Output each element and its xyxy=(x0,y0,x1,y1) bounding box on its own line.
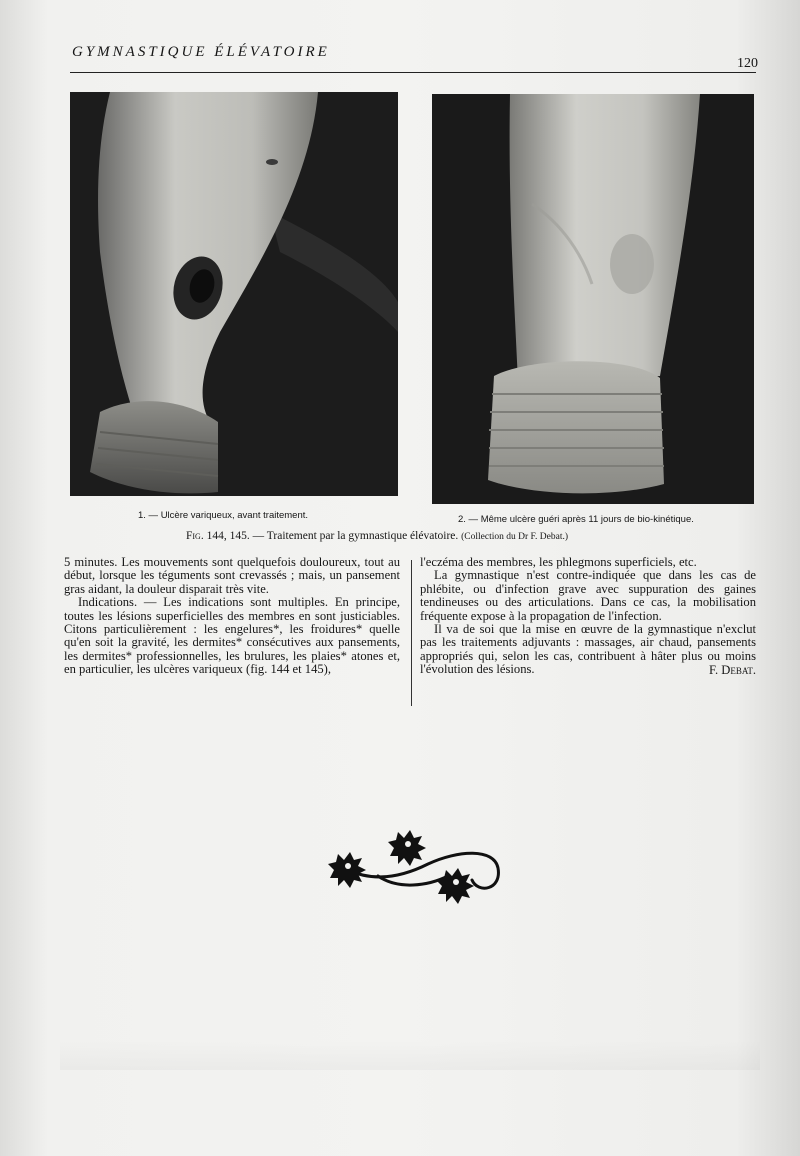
paragraph: 5 minutes. Les mouvements sont quelquefois douloureux, tout au début, lorsque les téguments sont crevassés ; mais, un pansement gras aidant, la douleur disparait très vite. xyxy=(64,555,400,596)
figure-caption xyxy=(186,530,568,542)
paragraph: La gymnastique n'est contre-indiquée que dans les cas de phlébite, ou d'infection grave avec suppuration des gaines tendineuses ou des articulations. Dans ce cas, la mobilisation fréquente expose à la propagation de l'infection. xyxy=(420,568,756,623)
photo-1-caption: 1. — Ulcère variqueux, avant traitement. xyxy=(138,510,309,521)
text-column-right xyxy=(420,556,756,677)
page-shading xyxy=(60,1040,760,1070)
figure-caption-text: — Traitement par la gymnastique élévatoire. xyxy=(249,530,459,542)
column-divider xyxy=(411,560,412,706)
page-number: 120 xyxy=(737,56,758,71)
leg-healed-illustration xyxy=(432,94,754,504)
photo-ulcer-healed xyxy=(432,94,754,504)
paragraph: Indications. — Les indications sont multiples. En principe, toutes les lésions superficielles des membres en sont justiciables. Citons particulièrement : les engelures*, les froidures* quelle qu'en soit la gravité, les dermites* consécutives aux pansements, les dermites* professionnelles, les brulures, les plaies* atones et, en particulier, les ulcères variqueux (fig. 144 et 145), xyxy=(64,595,400,677)
figure-source: (Collection du Dr F. Debat.) xyxy=(461,532,569,542)
running-header-title: GYMNASTIQUE ÉLÉVATOIRE xyxy=(72,44,330,60)
paragraph: l'eczéma des membres, les phlegmons superficiels, etc. xyxy=(420,555,697,569)
photo-ulcer-before xyxy=(70,92,398,496)
figure-label: Fig. 144, 145. xyxy=(186,530,250,542)
floral-vine-ornament-icon xyxy=(318,824,506,908)
leg-before-illustration xyxy=(70,92,398,496)
photo-2-caption: 2. — Même ulcère guéri après 11 jours de bio-kinétique. xyxy=(458,514,694,525)
text-column-left xyxy=(64,556,400,677)
paragraph: Il va de soi que la mise en œuvre de la gymnastique n'exclut pas les traitements adjuvants : massages, air chaud, pansements appropriés qui, selon les cas, contribuent à hâter plus ou moins l'évolution des lésions. xyxy=(420,622,756,677)
header-rule xyxy=(70,72,756,73)
author-signature: F. Debat. xyxy=(708,662,756,677)
